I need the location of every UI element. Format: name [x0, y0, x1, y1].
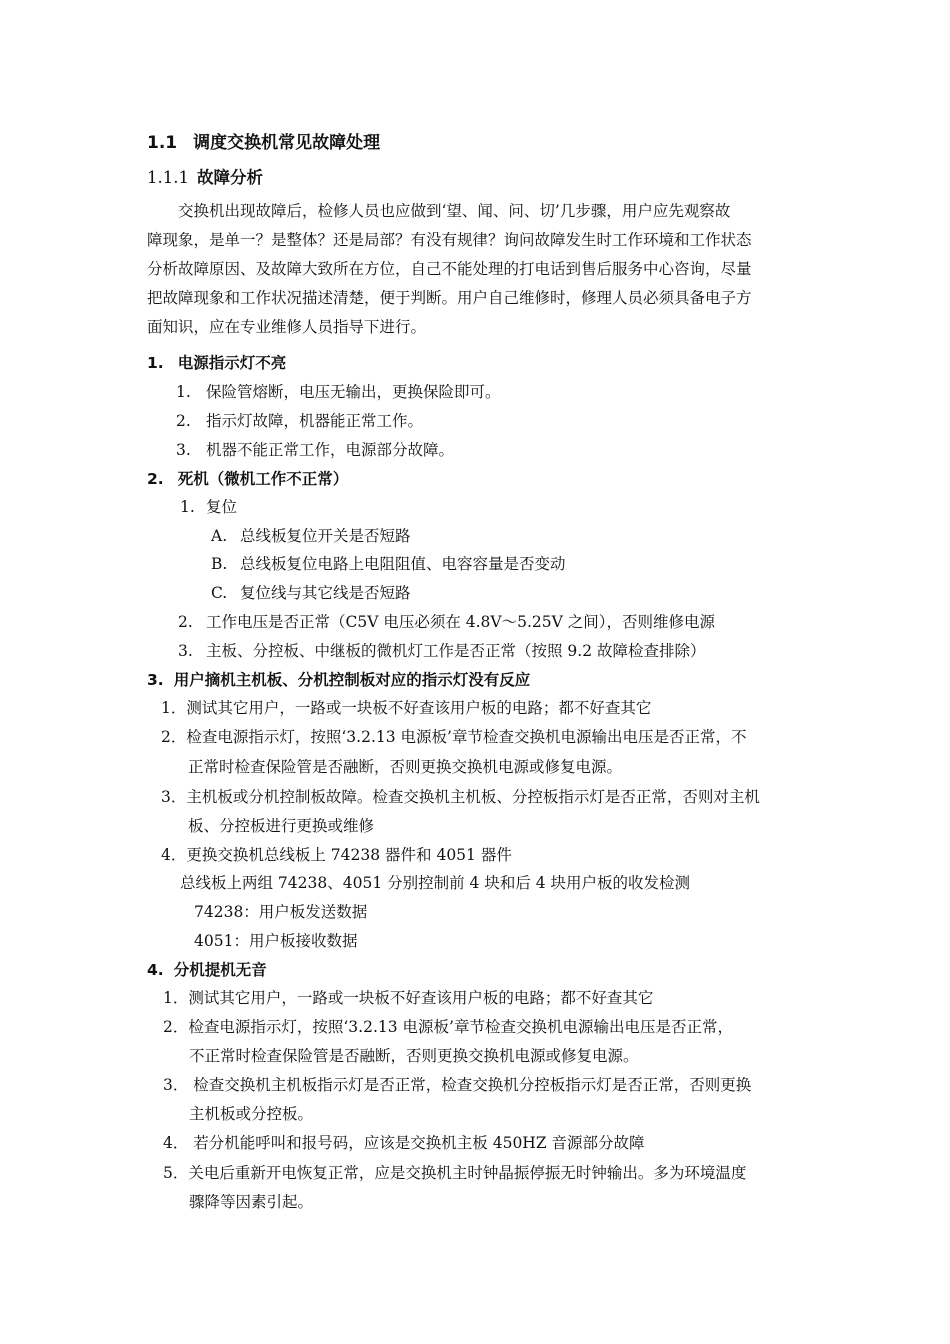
list-item-text: 总线板复位电路上电阻阻值、电容容量是否变动	[240, 555, 566, 573]
section-title: 分机提机无音	[173, 961, 267, 979]
list-item-number: 2.	[176, 412, 191, 430]
list-item-number: 3.	[176, 441, 191, 459]
intro-line: 交换机出现故障后，检修人员也应做到‘望、闻、问、切’几步骤，用户应先观察故	[178, 202, 731, 220]
list-item	[211, 525, 411, 547]
section-number: 1.	[147, 354, 164, 372]
list-item: 总线板上两组 74238、4051 分别控制前 4 块和后 4 块用户板的收发检测	[180, 874, 691, 892]
list-item-text: 机器不能正常工作，电源部分故障。	[206, 441, 455, 459]
section-title: 用户摘机主机板、分机控制板对应的指示灯没有反应	[173, 671, 531, 689]
list-item	[176, 439, 454, 461]
list-item: 1．测试其它用户，一路或一块板不好查该用户板的电路；都不好查其它	[163, 989, 654, 1007]
section-heading	[147, 468, 348, 490]
heading-1	[147, 132, 380, 154]
heading-2	[147, 167, 263, 189]
list-item-number: 2.	[178, 613, 193, 631]
list-item-text: 总线板复位开关是否短路	[240, 527, 411, 545]
list-item: 板、分控板进行更换或维修	[188, 817, 375, 835]
list-item: 骤降等因素引起。	[189, 1193, 314, 1211]
intro-line: 障现象，是单一？是整体？还是局部？有没有规律？询问故障发生时工作环境和工作状态	[147, 231, 752, 249]
list-item: 5．关电后重新开电恢复正常，应是交换机主时钟晶振停振无时钟输出。多为环境温度	[163, 1164, 747, 1182]
list-item: 3．主机板或分机控制板故障。检查交换机主机板、分控板指示灯是否正常，否则对主机	[161, 788, 760, 806]
heading-2-title: 故障分析	[196, 168, 263, 187]
section-title: 电源指示灯不亮	[177, 354, 287, 372]
list-item-number: C.	[211, 584, 228, 602]
intro-line: 把故障现象和工作状况描述清楚，便于判断。用户自己维修时，修理人员必须具备电子方	[147, 289, 752, 307]
list-item-text: 复位	[206, 498, 238, 516]
heading-2-number: 1.1.1	[147, 168, 189, 187]
section-number: 3.	[147, 671, 164, 689]
section-title: 死机（微机工作不正常）	[177, 470, 349, 488]
list-item: 4． 若分机能呼叫和报号码，应该是交换机主板 450HZ 音源部分故障	[163, 1134, 645, 1152]
list-item	[211, 553, 566, 575]
intro-line: 分析故障原因、及故障大致所在方位，自己不能处理的打电话到售后服务中心咨询，尽量	[147, 260, 752, 278]
list-item-number: 1.	[180, 498, 195, 516]
list-item-number: B.	[211, 555, 228, 573]
list-item: 1．测试其它用户，一路或一块板不好查该用户板的电路；都不好查其它	[161, 699, 652, 717]
list-item-number: A.	[211, 527, 228, 545]
list-item: 正常时检查保险管是否融断，否则更换交换机电源或修复电源。	[188, 758, 623, 776]
list-item: 不正常时检查保险管是否融断，否则更换交换机电源或修复电源。	[189, 1047, 639, 1065]
section-heading	[147, 959, 267, 981]
list-item: 74238：用户板发送数据	[194, 903, 368, 921]
list-item-text: 主板、分控板、中继板的微机灯工作是否正常（按照 9.2 故障检查排除）	[206, 642, 706, 660]
list-item-text: 保险管熔断，电压无输出，更换保险即可。	[206, 383, 501, 401]
section-heading	[147, 669, 530, 691]
list-item	[180, 496, 237, 518]
list-item	[176, 381, 501, 403]
list-item-text: 复位线与其它线是否短路	[240, 584, 411, 602]
list-item: 主机板或分控板。	[189, 1105, 314, 1123]
list-item: 2．检查电源指示灯，按照‘3.2.13 电源板’章节检查交换机电源输出电压是否正常，不	[161, 728, 747, 746]
list-item-number: 3.	[178, 642, 193, 660]
list-item	[176, 410, 423, 432]
section-heading	[147, 352, 286, 374]
list-item-number: 1.	[176, 383, 191, 401]
list-item: 4051：用户板接收数据	[194, 932, 358, 950]
list-item	[211, 582, 411, 604]
list-item	[178, 640, 706, 662]
heading-1-title: 调度交换机常见故障处理	[193, 133, 381, 153]
list-item-text: 工作电压是否正常（C5V 电压必须在 4.8V～5.25V 之间），否则维修电源	[206, 613, 715, 631]
list-item: 4．更换交换机总线板上 74238 器件和 4051 器件	[161, 846, 512, 864]
list-item	[178, 611, 715, 633]
list-item: 3． 检查交换机主机板指示灯是否正常，检查交换机分控板指示灯是否正常，否则更换	[163, 1076, 752, 1094]
heading-1-number: 1.1	[147, 133, 178, 153]
section-number: 4.	[147, 961, 164, 979]
list-item: 2．检查电源指示灯，按照‘3.2.13 电源板’章节检查交换机电源输出电压是否正常，	[163, 1018, 733, 1036]
intro-line: 面知识，应在专业维修人员指导下进行。	[147, 318, 427, 336]
list-item-text: 指示灯故障，机器能正常工作。	[206, 412, 424, 430]
section-number: 2.	[147, 470, 164, 488]
